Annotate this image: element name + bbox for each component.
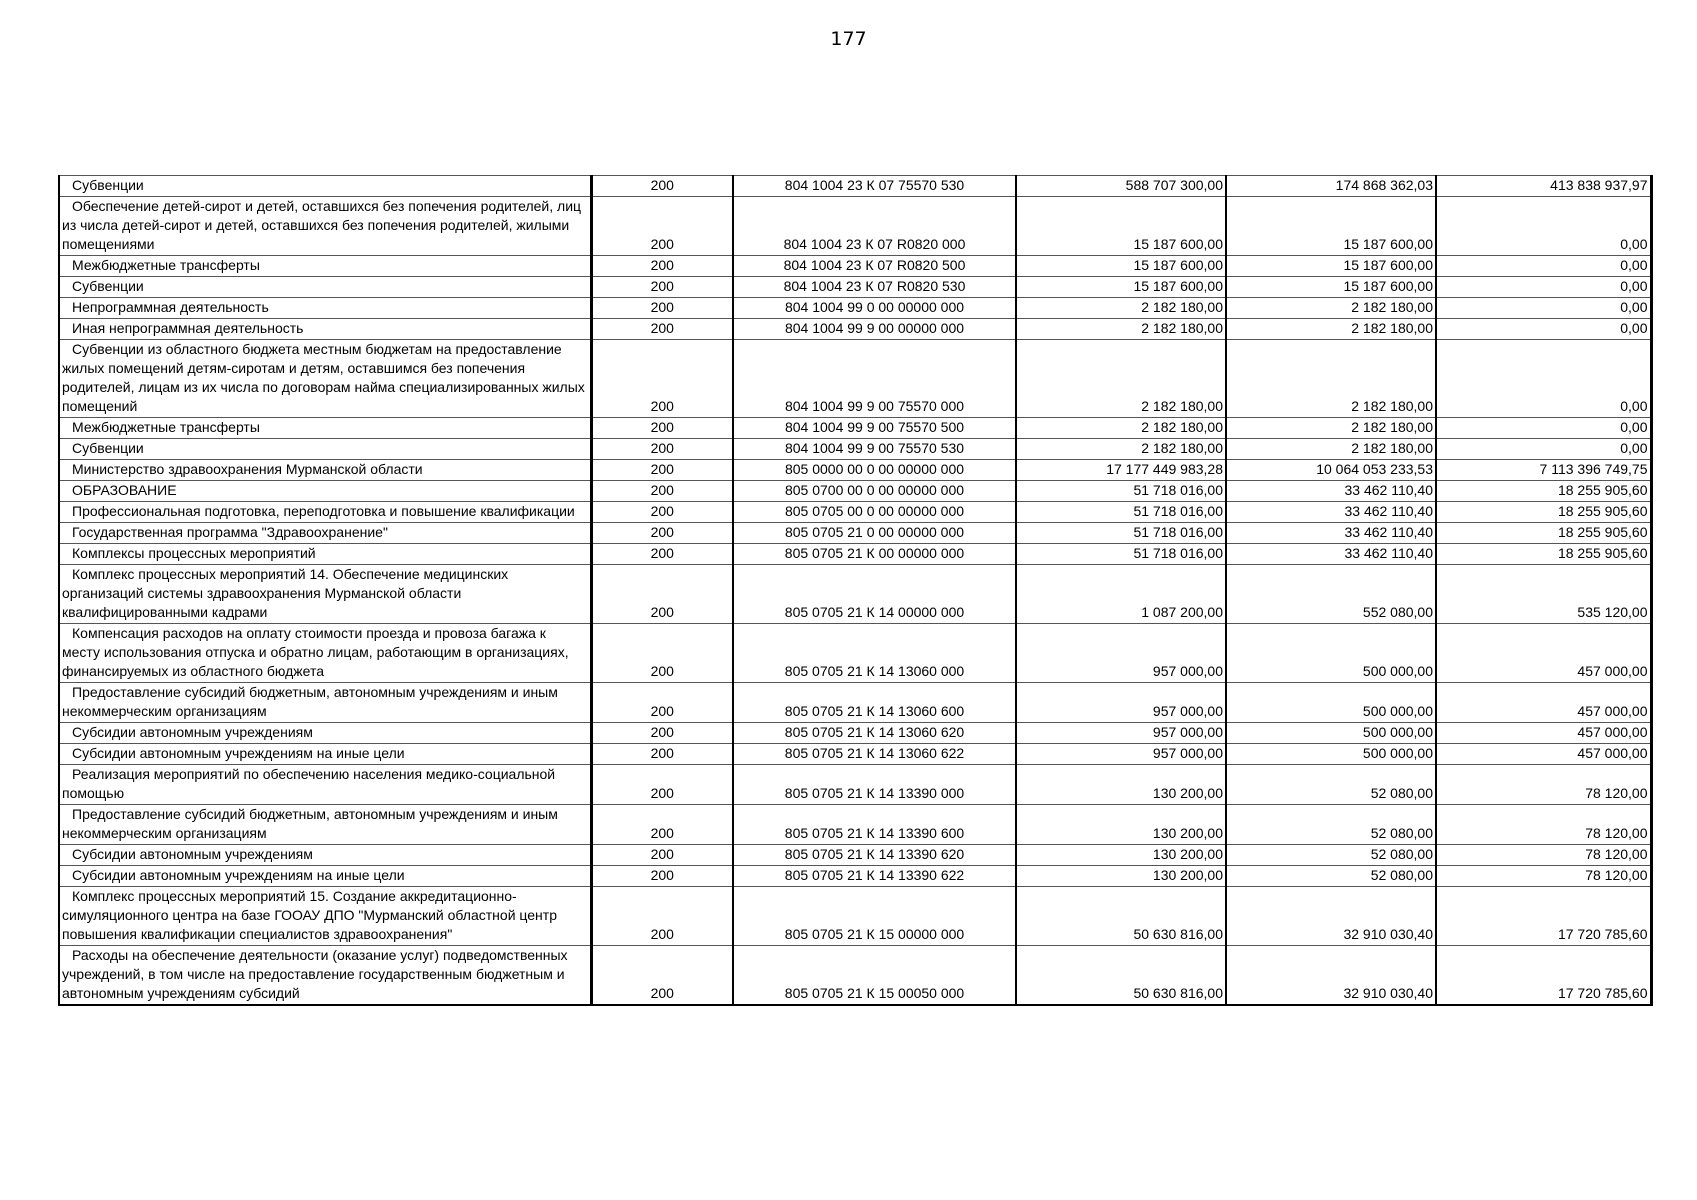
row-code: 200 bbox=[591, 744, 733, 765]
row-name: Государственная программа "Здравоохранение" bbox=[59, 523, 591, 544]
row-unexecuted-amount: 0,00 bbox=[1436, 256, 1651, 277]
row-code: 200 bbox=[591, 481, 733, 502]
page-number: 177 bbox=[830, 28, 867, 50]
row-executed-amount: 2 182 180,00 bbox=[1226, 439, 1436, 460]
row-code: 200 bbox=[591, 805, 733, 845]
row-executed-amount: 552 080,00 bbox=[1226, 565, 1436, 624]
table-row bbox=[59, 256, 1651, 277]
table-row bbox=[59, 481, 1651, 502]
row-code: 200 bbox=[591, 866, 733, 887]
row-name: Субсидии автономным учреждениям на иные цели bbox=[59, 744, 591, 765]
row-unexecuted-amount: 17 720 785,60 bbox=[1436, 887, 1651, 946]
row-unexecuted-amount: 413 838 937,97 bbox=[1436, 176, 1651, 197]
row-code: 200 bbox=[591, 624, 733, 683]
row-code: 200 bbox=[591, 277, 733, 298]
row-approved-amount: 957 000,00 bbox=[1016, 744, 1226, 765]
row-name: Субсидии автономным учреждениям bbox=[59, 723, 591, 744]
row-unexecuted-amount: 7 113 396 749,75 bbox=[1436, 460, 1651, 481]
table-row bbox=[59, 765, 1651, 805]
row-approved-amount: 15 187 600,00 bbox=[1016, 277, 1226, 298]
row-code: 200 bbox=[591, 544, 733, 565]
row-executed-amount: 52 080,00 bbox=[1226, 845, 1436, 866]
row-unexecuted-amount: 0,00 bbox=[1436, 298, 1651, 319]
row-unexecuted-amount: 457 000,00 bbox=[1436, 683, 1651, 723]
row-code: 200 bbox=[591, 946, 733, 1006]
row-budget-classification-code: 805 0705 21 К 14 13060 600 bbox=[733, 683, 1016, 723]
row-name: Межбюджетные трансферты bbox=[59, 256, 591, 277]
row-approved-amount: 130 200,00 bbox=[1016, 765, 1226, 805]
row-executed-amount: 32 910 030,40 bbox=[1226, 887, 1436, 946]
row-code: 200 bbox=[591, 460, 733, 481]
row-budget-classification-code: 804 1004 23 К 07 R0820 530 bbox=[733, 277, 1016, 298]
table-row bbox=[59, 277, 1651, 298]
row-approved-amount: 957 000,00 bbox=[1016, 723, 1226, 744]
row-code: 200 bbox=[591, 439, 733, 460]
row-name: Непрограммная деятельность bbox=[59, 298, 591, 319]
row-name: Субсидии автономным учреждениям bbox=[59, 845, 591, 866]
row-executed-amount: 500 000,00 bbox=[1226, 683, 1436, 723]
row-budget-classification-code: 804 1004 23 К 07 R0820 500 bbox=[733, 256, 1016, 277]
row-code: 200 bbox=[591, 319, 733, 340]
row-budget-classification-code: 805 0705 21 0 00 00000 000 bbox=[733, 523, 1016, 544]
row-budget-classification-code: 804 1004 23 К 07 75570 530 bbox=[733, 176, 1016, 197]
table-row bbox=[59, 502, 1651, 523]
row-approved-amount: 51 718 016,00 bbox=[1016, 481, 1226, 502]
row-code: 200 bbox=[591, 502, 733, 523]
row-unexecuted-amount: 0,00 bbox=[1436, 277, 1651, 298]
row-executed-amount: 2 182 180,00 bbox=[1226, 319, 1436, 340]
budget-execution-table bbox=[58, 175, 1653, 1006]
row-code: 200 bbox=[591, 845, 733, 866]
row-budget-classification-code: 804 1004 99 9 00 75570 000 bbox=[733, 340, 1016, 418]
row-approved-amount: 957 000,00 bbox=[1016, 683, 1226, 723]
table-row bbox=[59, 176, 1651, 197]
row-budget-classification-code: 805 0700 00 0 00 00000 000 bbox=[733, 481, 1016, 502]
table-row bbox=[59, 887, 1651, 946]
table-body bbox=[59, 176, 1651, 1006]
row-unexecuted-amount: 535 120,00 bbox=[1436, 565, 1651, 624]
table-row bbox=[59, 624, 1651, 683]
row-code: 200 bbox=[591, 683, 733, 723]
table-row bbox=[59, 319, 1651, 340]
row-executed-amount: 2 182 180,00 bbox=[1226, 418, 1436, 439]
row-budget-classification-code: 805 0705 21 К 14 00000 000 bbox=[733, 565, 1016, 624]
row-executed-amount: 500 000,00 bbox=[1226, 723, 1436, 744]
row-approved-amount: 957 000,00 bbox=[1016, 624, 1226, 683]
row-unexecuted-amount: 18 255 905,60 bbox=[1436, 523, 1651, 544]
row-unexecuted-amount: 0,00 bbox=[1436, 319, 1651, 340]
row-code: 200 bbox=[591, 256, 733, 277]
table-row bbox=[59, 298, 1651, 319]
row-budget-classification-code: 805 0705 21 К 00 00000 000 bbox=[733, 544, 1016, 565]
row-executed-amount: 500 000,00 bbox=[1226, 744, 1436, 765]
row-executed-amount: 33 462 110,40 bbox=[1226, 544, 1436, 565]
row-name: Комплекс процессных мероприятий 14. Обеспечение медицинских организаций системы здравоохранения Мурманской области квалифицированными кадрами bbox=[59, 565, 591, 624]
row-unexecuted-amount: 78 120,00 bbox=[1436, 805, 1651, 845]
row-executed-amount: 15 187 600,00 bbox=[1226, 197, 1436, 256]
row-approved-amount: 17 177 449 983,28 bbox=[1016, 460, 1226, 481]
row-unexecuted-amount: 457 000,00 bbox=[1436, 624, 1651, 683]
row-budget-classification-code: 805 0705 21 К 14 13060 620 bbox=[733, 723, 1016, 744]
row-code: 200 bbox=[591, 523, 733, 544]
table-row bbox=[59, 683, 1651, 723]
row-name: Субвенции bbox=[59, 277, 591, 298]
row-approved-amount: 130 200,00 bbox=[1016, 805, 1226, 845]
row-budget-classification-code: 805 0705 21 К 14 13060 000 bbox=[733, 624, 1016, 683]
row-budget-classification-code: 805 0705 21 К 14 13390 600 bbox=[733, 805, 1016, 845]
table-row bbox=[59, 845, 1651, 866]
row-unexecuted-amount: 18 255 905,60 bbox=[1436, 544, 1651, 565]
row-executed-amount: 15 187 600,00 bbox=[1226, 277, 1436, 298]
row-executed-amount: 174 868 362,03 bbox=[1226, 176, 1436, 197]
row-executed-amount: 33 462 110,40 bbox=[1226, 502, 1436, 523]
row-unexecuted-amount: 457 000,00 bbox=[1436, 723, 1651, 744]
row-unexecuted-amount: 0,00 bbox=[1436, 418, 1651, 439]
row-budget-classification-code: 805 0705 21 К 15 00000 000 bbox=[733, 887, 1016, 946]
row-name: Иная непрограммная деятельность bbox=[59, 319, 591, 340]
row-name: Комплекс процессных мероприятий 15. Создание аккредитационно-симуляционного центра на базе ГООАУ ДПО "Мурманский областной центр повышения квалификации специалистов здравоохранения" bbox=[59, 887, 591, 946]
row-approved-amount: 130 200,00 bbox=[1016, 845, 1226, 866]
row-code: 200 bbox=[591, 197, 733, 256]
row-unexecuted-amount: 0,00 bbox=[1436, 197, 1651, 256]
row-name: Субвенции из областного бюджета местным бюджетам на предоставление жилых помещений детям-сиротам и детям, оставшимся без попечения родителей, лицам из их числа по договорам найма специализированных жилых помещений bbox=[59, 340, 591, 418]
table-row bbox=[59, 523, 1651, 544]
row-name: Реализация мероприятий по обеспечению населения медико-социальной помощью bbox=[59, 765, 591, 805]
row-budget-classification-code: 805 0705 21 К 14 13060 622 bbox=[733, 744, 1016, 765]
row-approved-amount: 15 187 600,00 bbox=[1016, 197, 1226, 256]
row-approved-amount: 50 630 816,00 bbox=[1016, 887, 1226, 946]
row-executed-amount: 15 187 600,00 bbox=[1226, 256, 1436, 277]
row-budget-classification-code: 804 1004 99 9 00 75570 500 bbox=[733, 418, 1016, 439]
row-budget-classification-code: 805 0705 21 К 14 13390 622 bbox=[733, 866, 1016, 887]
row-executed-amount: 10 064 053 233,53 bbox=[1226, 460, 1436, 481]
row-budget-classification-code: 804 1004 99 9 00 75570 530 bbox=[733, 439, 1016, 460]
table-row bbox=[59, 460, 1651, 481]
row-executed-amount: 52 080,00 bbox=[1226, 765, 1436, 805]
row-executed-amount: 52 080,00 bbox=[1226, 805, 1436, 845]
row-budget-classification-code: 805 0705 21 К 15 00050 000 bbox=[733, 946, 1016, 1006]
table-row bbox=[59, 805, 1651, 845]
row-name: Межбюджетные трансферты bbox=[59, 418, 591, 439]
row-approved-amount: 1 087 200,00 bbox=[1016, 565, 1226, 624]
row-name: Обеспечение детей-сирот и детей, оставшихся без попечения родителей, лиц из числа детей-сирот и детей, оставшихся без попечения родителей, жилыми помещениями bbox=[59, 197, 591, 256]
row-unexecuted-amount: 17 720 785,60 bbox=[1436, 946, 1651, 1006]
row-executed-amount: 52 080,00 bbox=[1226, 866, 1436, 887]
row-budget-classification-code: 805 0705 21 К 14 13390 620 bbox=[733, 845, 1016, 866]
table-row bbox=[59, 723, 1651, 744]
row-approved-amount: 2 182 180,00 bbox=[1016, 319, 1226, 340]
row-budget-classification-code: 804 1004 99 9 00 00000 000 bbox=[733, 319, 1016, 340]
row-executed-amount: 2 182 180,00 bbox=[1226, 298, 1436, 319]
row-approved-amount: 51 718 016,00 bbox=[1016, 523, 1226, 544]
table-row bbox=[59, 197, 1651, 256]
row-approved-amount: 588 707 300,00 bbox=[1016, 176, 1226, 197]
row-unexecuted-amount: 0,00 bbox=[1436, 340, 1651, 418]
row-name: Субвенции bbox=[59, 176, 591, 197]
row-budget-classification-code: 805 0705 00 0 00 00000 000 bbox=[733, 502, 1016, 523]
row-name: Компенсация расходов на оплату стоимости проезда и провоза багажа к месту использования отпуска и обратно лицам, работающим в организациях, финансируемых из областного бюджета bbox=[59, 624, 591, 683]
row-name: Расходы на обеспечение деятельности (оказание услуг) подведомственных учреждений, в том числе на предоставление государственным бюджетным и автономным учреждениям субсидий bbox=[59, 946, 591, 1006]
row-approved-amount: 2 182 180,00 bbox=[1016, 418, 1226, 439]
row-code: 200 bbox=[591, 887, 733, 946]
row-code: 200 bbox=[591, 418, 733, 439]
row-code: 200 bbox=[591, 723, 733, 744]
row-executed-amount: 2 182 180,00 bbox=[1226, 340, 1436, 418]
row-code: 200 bbox=[591, 765, 733, 805]
row-approved-amount: 130 200,00 bbox=[1016, 866, 1226, 887]
row-approved-amount: 50 630 816,00 bbox=[1016, 946, 1226, 1006]
row-executed-amount: 33 462 110,40 bbox=[1226, 523, 1436, 544]
row-approved-amount: 15 187 600,00 bbox=[1016, 256, 1226, 277]
row-budget-classification-code: 805 0000 00 0 00 00000 000 bbox=[733, 460, 1016, 481]
table-row bbox=[59, 418, 1651, 439]
row-name: Министерство здравоохранения Мурманской области bbox=[59, 460, 591, 481]
table-row bbox=[59, 565, 1651, 624]
row-unexecuted-amount: 18 255 905,60 bbox=[1436, 481, 1651, 502]
row-code: 200 bbox=[591, 298, 733, 319]
row-unexecuted-amount: 78 120,00 bbox=[1436, 765, 1651, 805]
table-row bbox=[59, 744, 1651, 765]
row-executed-amount: 500 000,00 bbox=[1226, 624, 1436, 683]
row-code: 200 bbox=[591, 176, 733, 197]
table-row bbox=[59, 340, 1651, 418]
row-unexecuted-amount: 78 120,00 bbox=[1436, 845, 1651, 866]
row-budget-classification-code: 805 0705 21 К 14 13390 000 bbox=[733, 765, 1016, 805]
row-name: Субсидии автономным учреждениям на иные цели bbox=[59, 866, 591, 887]
table-row bbox=[59, 866, 1651, 887]
row-executed-amount: 33 462 110,40 bbox=[1226, 481, 1436, 502]
row-approved-amount: 51 718 016,00 bbox=[1016, 544, 1226, 565]
row-name: Предоставление субсидий бюджетным, автономным учреждениям и иным некоммерческим организациям bbox=[59, 805, 591, 845]
row-unexecuted-amount: 0,00 bbox=[1436, 439, 1651, 460]
table-row bbox=[59, 439, 1651, 460]
row-budget-classification-code: 804 1004 99 0 00 00000 000 bbox=[733, 298, 1016, 319]
row-unexecuted-amount: 18 255 905,60 bbox=[1436, 502, 1651, 523]
row-approved-amount: 2 182 180,00 bbox=[1016, 439, 1226, 460]
row-name: ОБРАЗОВАНИЕ bbox=[59, 481, 591, 502]
row-code: 200 bbox=[591, 565, 733, 624]
row-approved-amount: 2 182 180,00 bbox=[1016, 298, 1226, 319]
row-code: 200 bbox=[591, 340, 733, 418]
row-name: Субвенции bbox=[59, 439, 591, 460]
row-unexecuted-amount: 78 120,00 bbox=[1436, 866, 1651, 887]
row-approved-amount: 2 182 180,00 bbox=[1016, 340, 1226, 418]
table-row bbox=[59, 544, 1651, 565]
table-row bbox=[59, 946, 1651, 1006]
row-name: Предоставление субсидий бюджетным, автономным учреждениям и иным некоммерческим организациям bbox=[59, 683, 591, 723]
row-executed-amount: 32 910 030,40 bbox=[1226, 946, 1436, 1006]
row-name: Комплексы процессных мероприятий bbox=[59, 544, 591, 565]
row-name: Профессиональная подготовка, переподготовка и повышение квалификации bbox=[59, 502, 591, 523]
row-unexecuted-amount: 457 000,00 bbox=[1436, 744, 1651, 765]
row-budget-classification-code: 804 1004 23 К 07 R0820 000 bbox=[733, 197, 1016, 256]
row-approved-amount: 51 718 016,00 bbox=[1016, 502, 1226, 523]
